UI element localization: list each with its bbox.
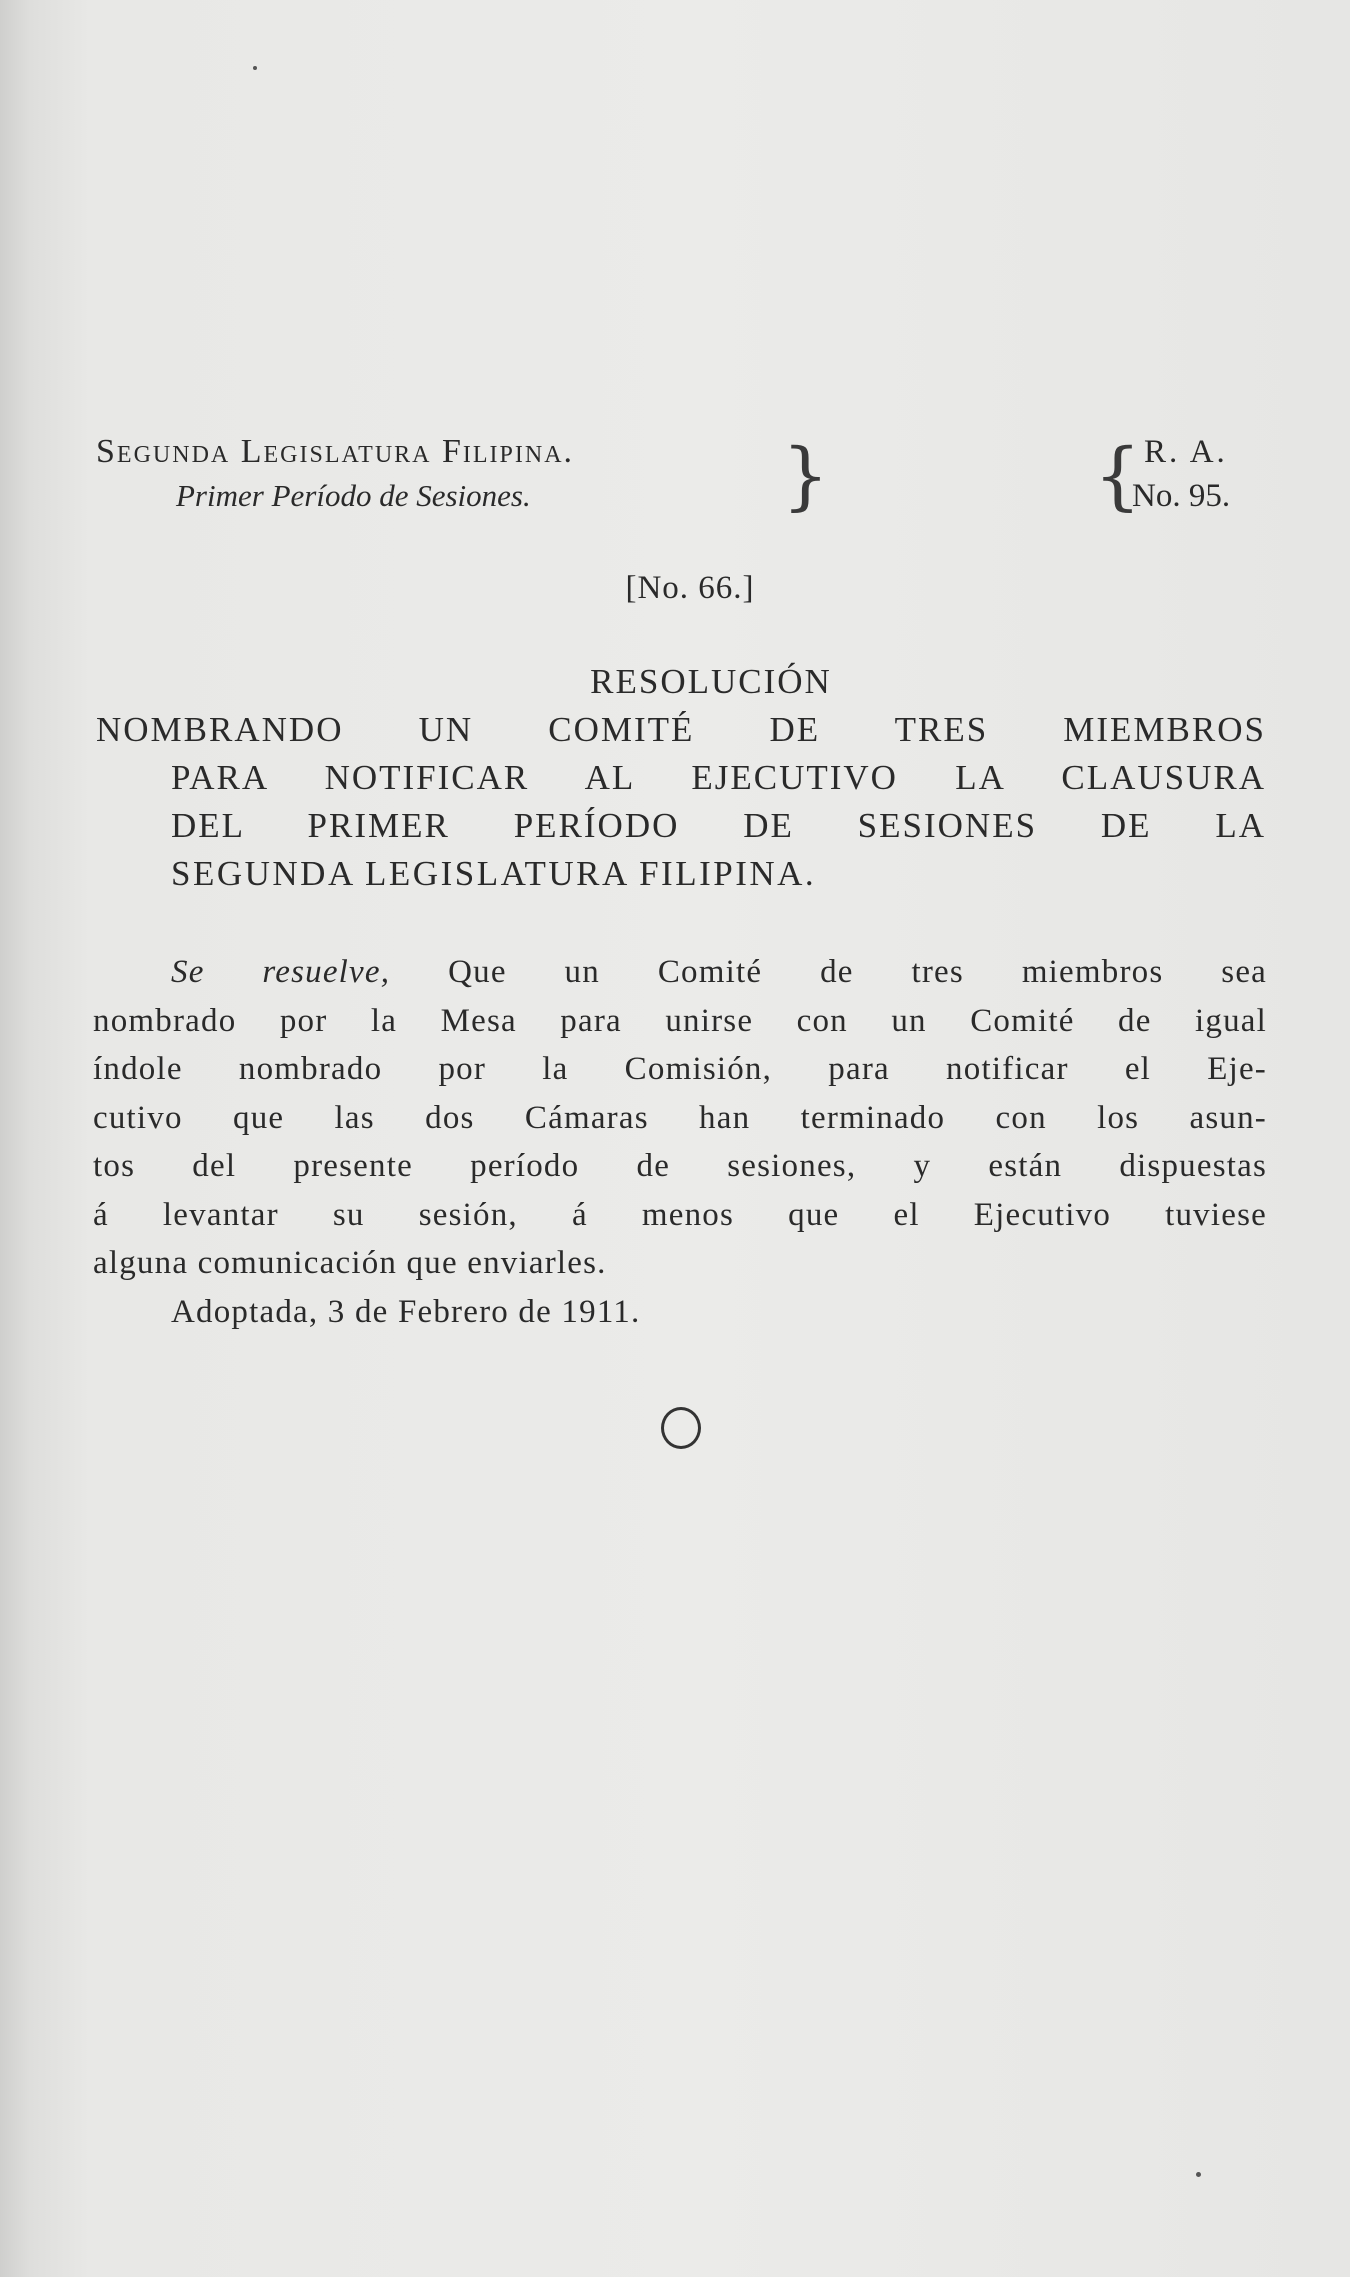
body-line: alguna comunicación que enviarles. (93, 1245, 607, 1281)
document-number: [No. 66.] (625, 570, 755, 606)
body-line: índole nombrado por la Comisión, para notificar el Eje- (93, 1051, 1267, 1087)
title-line: PARA NOTIFICAR AL EJECUTIVO LA CLAUSURA (171, 758, 1266, 797)
resolution-title-block (96, 658, 1266, 898)
left-brace-glyph: } (782, 433, 830, 519)
body-line: cutivo que las dos Cámaras han terminado con los asun- (93, 1099, 1267, 1136)
document-header (96, 430, 1270, 530)
body-first-line (171, 948, 1267, 997)
legislature-info (96, 430, 856, 518)
resolution-heading: RESOLUCIÓN (590, 662, 832, 701)
body-line: nombrado por la Mesa para unirse con un Comité de igual (93, 1002, 1267, 1039)
title-line: SEGUNDA LEGISLATURA FILIPINA. (171, 854, 817, 893)
adoption-date: Adoptada, 3 de Febrero de 1911. (171, 1293, 641, 1330)
body-line: tos del presente período de sesiones, y están dispuestas (93, 1148, 1267, 1184)
resolution-body (93, 948, 1267, 1336)
print-speck (1196, 2172, 1201, 2177)
session-name: Primer Período de Sesiones. (176, 478, 531, 513)
legislature-name: Segunda Legislatura Filipina. (96, 433, 575, 470)
body-line: á levantar su sesión, á menos que el Ejecutivo tuviese (93, 1196, 1267, 1233)
reference-number: No. 95. (1132, 478, 1231, 514)
print-speck (253, 66, 257, 70)
resolve-phrase: Se resuelve, (171, 954, 391, 990)
title-line: DEL PRIMER PERÍODO DE SESIONES DE LA (171, 806, 1266, 845)
circle-ornament-icon (661, 1407, 701, 1449)
right-brace-glyph: { (1094, 433, 1142, 519)
body-text: Que un Comité de tres miembros sea (448, 954, 1268, 990)
resolution-reference (1132, 430, 1230, 518)
reference-series: R. A. (1144, 434, 1228, 470)
title-line: NOMBRANDO UN COMITÉ DE TRES MIEMBROS (96, 710, 1266, 749)
